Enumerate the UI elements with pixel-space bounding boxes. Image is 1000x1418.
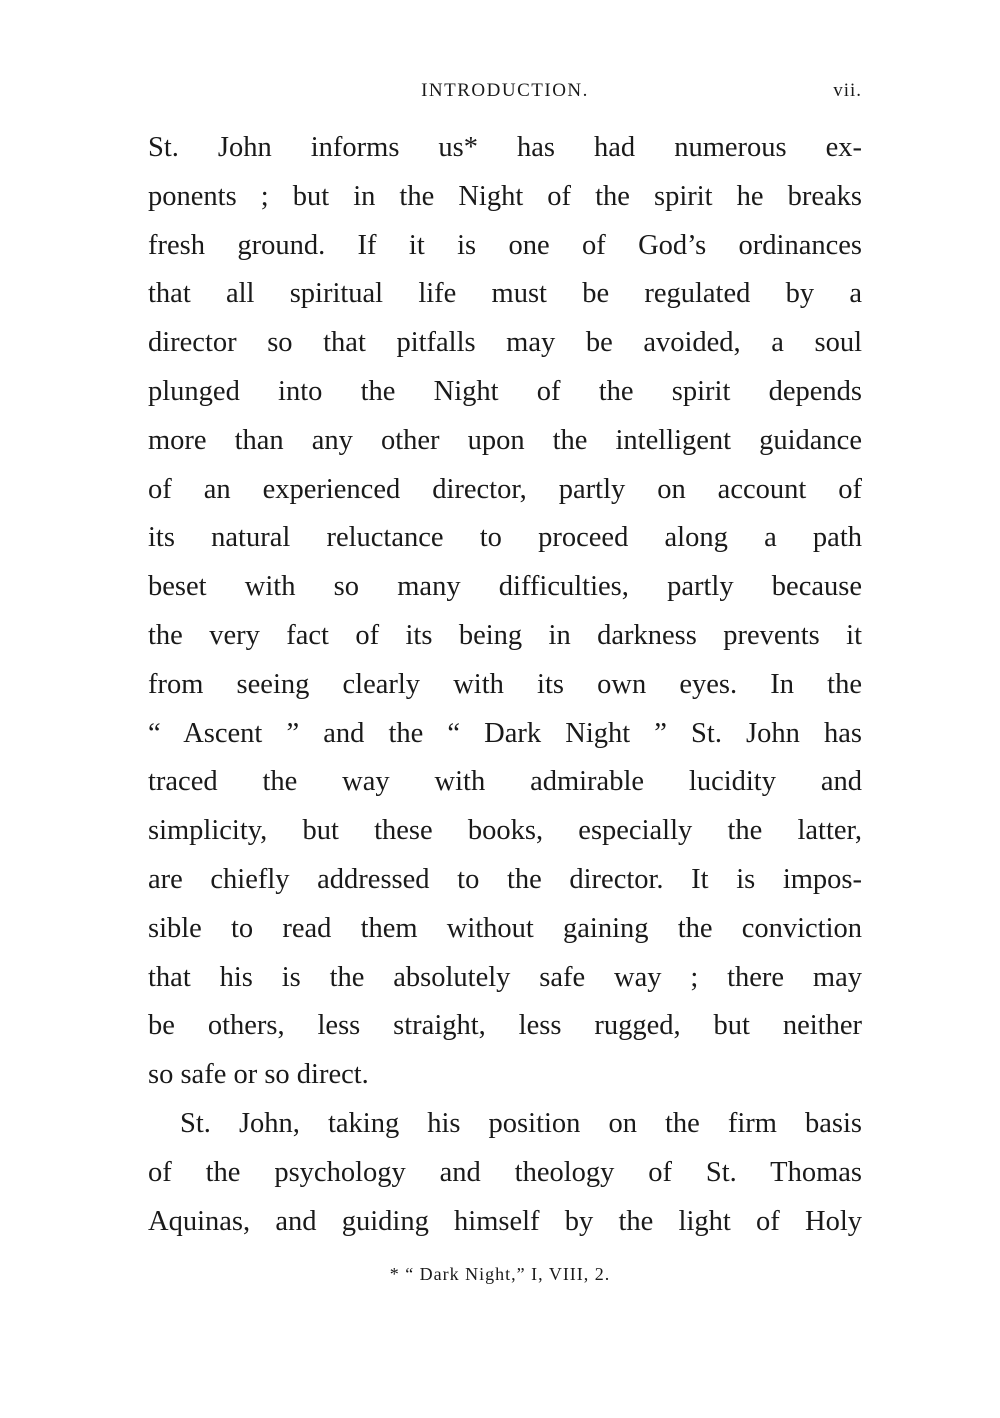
text-line: St. John, taking his position on the firm basis [180, 1107, 862, 1139]
text-line: that all spiritual life must be regulated by a [148, 278, 862, 310]
text-line: so safe or so direct. [148, 1059, 369, 1091]
running-head [148, 76, 862, 106]
text-line: director so that pitfalls may be avoided, a soul [148, 327, 862, 359]
text-line: that his is the absolutely safe way ; there may [148, 961, 862, 993]
page-number: vii. [833, 80, 862, 101]
body-text [148, 124, 862, 1246]
footnote: * “ Dark Night,” I, VIII, 2. [389, 1264, 611, 1284]
text-line: simplicity, but these books, especially the latter, [148, 815, 862, 847]
text-line: traced the way with admirable lucidity and [148, 766, 862, 798]
running-title: INTRODUCTION. [421, 80, 589, 101]
paragraph-1 [148, 124, 862, 1100]
text-line: ponents ; but in the Night of the spirit he breaks [148, 180, 862, 212]
text-line: the very fact of its being in darkness prevents it [148, 619, 862, 651]
paragraph-2 [148, 1100, 862, 1246]
text-line: more than any other upon the intelligent guidance [148, 424, 862, 456]
text-line: its natural reluctance to proceed along a path [148, 522, 862, 554]
text-line: sible to read them without gaining the conviction [148, 912, 862, 944]
text-line: of an experienced director, partly on account of [148, 473, 862, 505]
text-line: Aquinas, and guiding himself by the light of Holy [148, 1205, 862, 1237]
text-line: plunged into the Night of the spirit depends [148, 375, 862, 407]
text-line: be others, less straight, less rugged, but neither [148, 1010, 862, 1042]
text-line: of the psychology and theology of St. Thomas [148, 1156, 862, 1188]
text-line: St. John informs us* has had numerous ex- [148, 132, 862, 163]
text-line: from seeing clearly with its own eyes. In the [148, 668, 862, 700]
text-line: “ Ascent ” and the “ Dark Night ” St. John has [148, 717, 862, 749]
text-line: beset with so many difficulties, partly because [148, 571, 862, 603]
text-line: fresh ground. If it is one of God’s ordinances [148, 229, 862, 261]
text-line: are chiefly addressed to the director. It is impos- [148, 863, 862, 895]
